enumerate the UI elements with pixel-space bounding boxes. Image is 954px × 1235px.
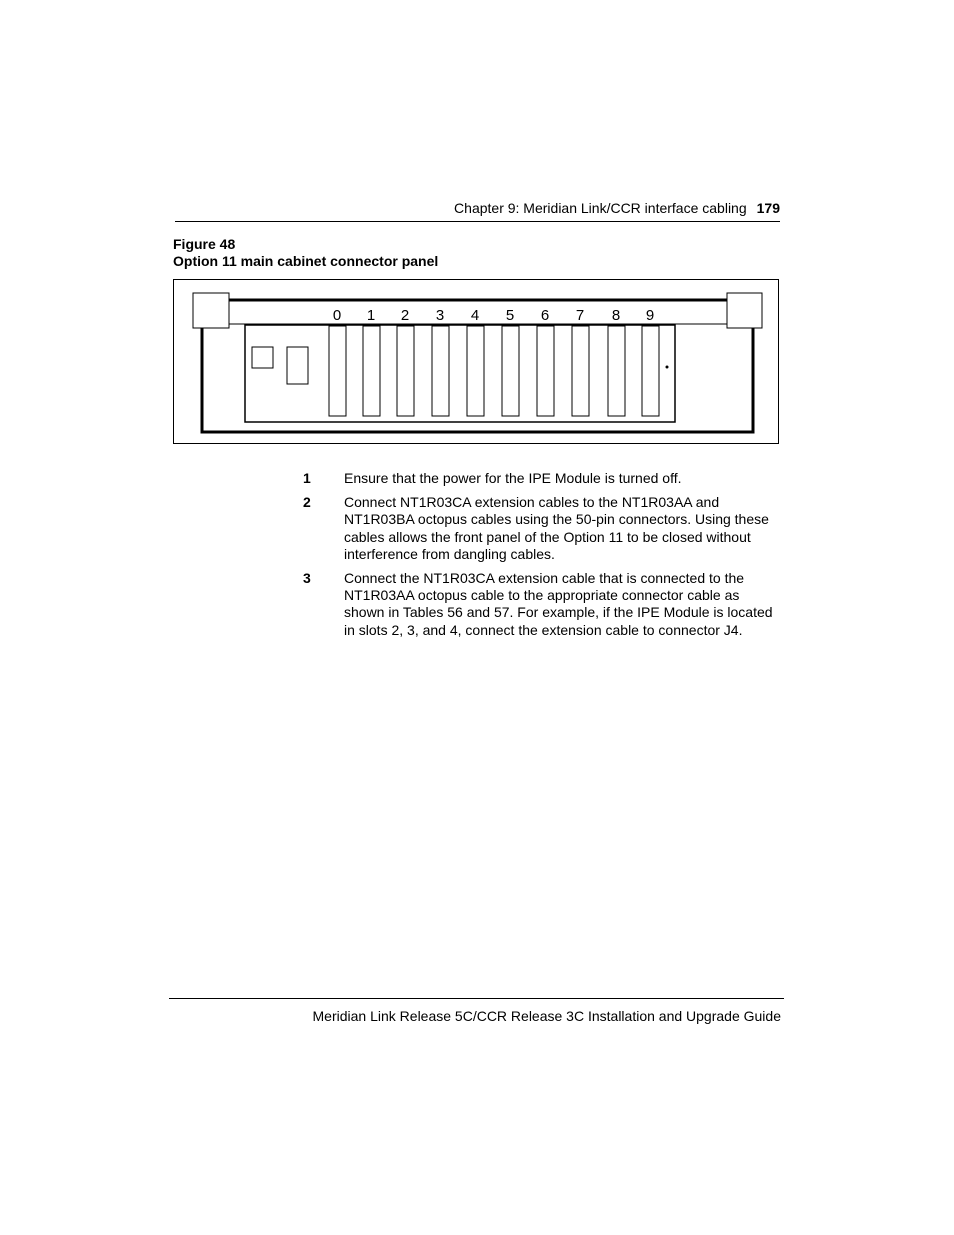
left-corner-block — [193, 293, 229, 328]
slot-label: 2 — [400, 307, 410, 324]
step-text: Connect the NT1R03CA extension cable that is connected to the NT1R03AA octopus cable to the appropriate connector cable as shown in Tables 56 and 57. For example, if the IPE Module is located in slots 2, 3, and 4, connect the extension cable to connector J4. — [344, 570, 773, 638]
header-rule — [175, 221, 780, 222]
figure-title: Option 11 main cabinet connector panel — [173, 253, 439, 269]
step-item — [303, 470, 783, 487]
slot-label: 8 — [611, 307, 621, 324]
slot-label: 7 — [575, 307, 585, 324]
step-item — [303, 494, 783, 563]
step-list — [303, 470, 783, 646]
step-text: Ensure that the power for the IPE Module is turned off. — [344, 470, 682, 486]
figure-frame — [173, 279, 779, 444]
connector-panel-diagram — [174, 280, 780, 445]
slot-label: 5 — [505, 307, 515, 324]
page-number: 179 — [756, 200, 780, 216]
step-text: Connect NT1R03CA extension cables to the NT1R03AA and NT1R03BA octopus cables using the 50-pin connectors. Using these cables allows the front panel of the Option 11 to be closed without interference from dangling cables. — [344, 494, 769, 562]
slot-label: 3 — [435, 307, 445, 324]
running-header — [454, 200, 780, 216]
figure-label: Figure 48 — [173, 236, 236, 252]
footer-rule — [169, 998, 784, 999]
slot-label: 1 — [366, 307, 376, 324]
step-item — [303, 570, 783, 639]
slot-label: 4 — [470, 307, 480, 324]
inner-panel — [245, 325, 675, 422]
indicator-dot — [666, 366, 669, 369]
step-number: 1 — [303, 470, 311, 486]
step-number: 3 — [303, 570, 311, 587]
chapter-title: Chapter 9: Meridian Link/CCR interface cabling — [454, 200, 747, 216]
slot-label: 9 — [645, 307, 655, 324]
step-number: 2 — [303, 494, 311, 511]
slot-label: 6 — [540, 307, 550, 324]
right-corner-block — [727, 293, 762, 328]
footer-title: Meridian Link Release 5C/CCR Release 3C Installation and Upgrade Guide — [312, 1008, 781, 1024]
slot-label: 0 — [332, 307, 342, 324]
